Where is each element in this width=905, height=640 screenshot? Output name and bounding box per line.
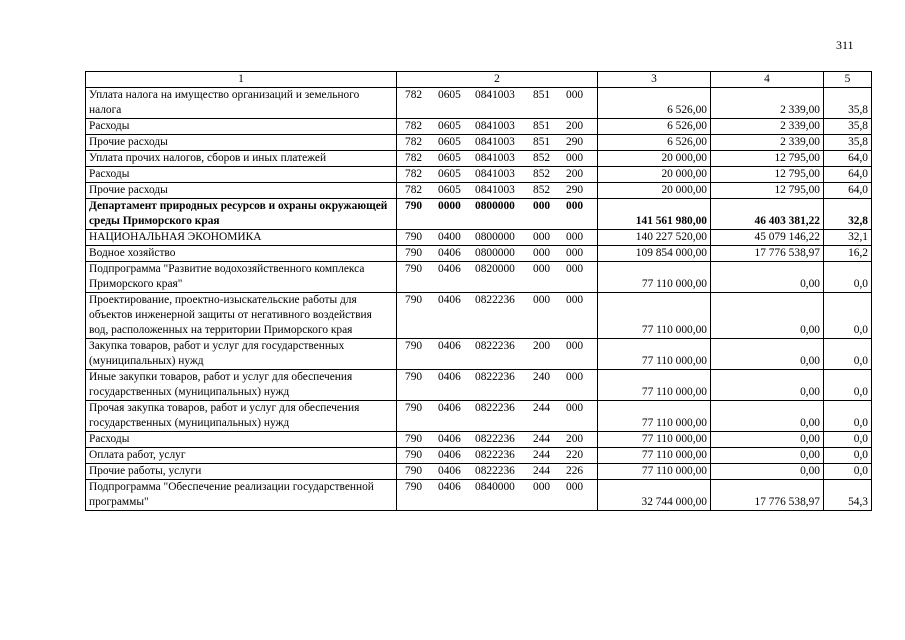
budget-code: 000: [566, 231, 584, 243]
budget-code: 851: [533, 120, 551, 132]
budget-code: 0406: [438, 481, 461, 493]
budget-code: 200: [566, 120, 584, 132]
table-row: [86, 464, 872, 480]
percent-value: 32,1: [824, 230, 872, 246]
percent-value: 35,8: [824, 88, 872, 119]
row-codes: [397, 401, 598, 432]
budget-code: 000: [566, 371, 584, 383]
plan-amount: 77 110 000,00: [598, 262, 711, 293]
budget-code: 0406: [438, 433, 461, 445]
budget-code: 000: [533, 481, 551, 493]
column-header-1: 1: [86, 72, 397, 88]
budget-code: 000: [533, 200, 551, 212]
budget-code: 244: [533, 402, 551, 414]
budget-code: 0822236: [475, 402, 515, 414]
budget-code: 782: [405, 152, 423, 164]
column-header-4: 4: [711, 72, 824, 88]
plan-amount: 20 000,00: [598, 167, 711, 183]
plan-amount: 140 227 520,00: [598, 230, 711, 246]
row-codes: [397, 293, 598, 339]
row-description: Закупка товаров, работ и услуг для государственных (муниципальных) нужд: [86, 339, 397, 370]
percent-value: 35,8: [824, 135, 872, 151]
table-row: [86, 230, 872, 246]
plan-amount: 77 110 000,00: [598, 432, 711, 448]
row-codes: [397, 448, 598, 464]
fact-amount: 0,00: [711, 401, 824, 432]
budget-code: 000: [566, 402, 584, 414]
table-row: [86, 480, 872, 511]
budget-code: 0400: [438, 231, 461, 243]
row-codes: [397, 135, 598, 151]
percent-value: 0,0: [824, 339, 872, 370]
budget-code: 0605: [438, 168, 461, 180]
budget-code: 0822236: [475, 294, 515, 306]
budget-code: 790: [405, 449, 423, 461]
budget-code: 000: [533, 294, 551, 306]
percent-value: 64,0: [824, 167, 872, 183]
row-description: Уплата прочих налогов, сборов и иных платежей: [86, 151, 397, 167]
budget-code: 0800000: [475, 247, 515, 259]
budget-code: 790: [405, 433, 423, 445]
percent-value: 64,0: [824, 151, 872, 167]
table-row: [86, 370, 872, 401]
table-header-row: [86, 72, 872, 88]
budget-code: 0406: [438, 449, 461, 461]
budget-code: 790: [405, 294, 423, 306]
plan-amount: 6 526,00: [598, 135, 711, 151]
row-codes: [397, 262, 598, 293]
row-description: Расходы: [86, 119, 397, 135]
row-codes: [397, 464, 598, 480]
row-codes: [397, 230, 598, 246]
budget-code: 000: [533, 231, 551, 243]
budget-code: 000: [566, 200, 584, 212]
row-description: Прочие работы, услуги: [86, 464, 397, 480]
row-description: Оплата работ, услуг: [86, 448, 397, 464]
budget-code: 790: [405, 340, 423, 352]
percent-value: 64,0: [824, 183, 872, 199]
fact-amount: 0,00: [711, 370, 824, 401]
budget-code: 0841003: [475, 89, 515, 101]
column-header-2: 2: [397, 72, 598, 88]
plan-amount: 77 110 000,00: [598, 293, 711, 339]
row-codes: [397, 370, 598, 401]
row-codes: [397, 246, 598, 262]
percent-value: 0,0: [824, 293, 872, 339]
table-row: [86, 246, 872, 262]
percent-value: 16,2: [824, 246, 872, 262]
budget-code: 790: [405, 402, 423, 414]
plan-amount: 6 526,00: [598, 88, 711, 119]
row-codes: [397, 480, 598, 511]
table-row: [86, 167, 872, 183]
budget-code: 0822236: [475, 340, 515, 352]
table-row: [86, 262, 872, 293]
budget-code: 790: [405, 465, 423, 477]
percent-value: 0,0: [824, 464, 872, 480]
row-description: Прочие расходы: [86, 183, 397, 199]
budget-code: 0406: [438, 294, 461, 306]
table-row: [86, 339, 872, 370]
budget-code: 000: [566, 247, 584, 259]
budget-code: 852: [533, 184, 551, 196]
fact-amount: 0,00: [711, 293, 824, 339]
budget-code: 000: [566, 294, 584, 306]
plan-amount: 77 110 000,00: [598, 464, 711, 480]
table-row: [86, 199, 872, 230]
budget-code: 0406: [438, 465, 461, 477]
percent-value: 35,8: [824, 119, 872, 135]
percent-value: 0,0: [824, 370, 872, 401]
budget-code: 200: [566, 433, 584, 445]
budget-code: 0800000: [475, 200, 515, 212]
budget-code: 790: [405, 481, 423, 493]
fact-amount: 17 776 538,97: [711, 480, 824, 511]
budget-code: 226: [566, 465, 584, 477]
budget-code: 0605: [438, 120, 461, 132]
budget-code: 0841003: [475, 136, 515, 148]
row-description: Подпрограмма "Обеспечение реализации государственной программы": [86, 480, 397, 511]
fact-amount: 46 403 381,22: [711, 199, 824, 230]
fact-amount: 12 795,00: [711, 167, 824, 183]
budget-code: 852: [533, 152, 551, 164]
row-codes: [397, 88, 598, 119]
budget-code: 852: [533, 168, 551, 180]
row-description: Прочая закупка товаров, работ и услуг для обеспечения государственных (муниципальных) нужд: [86, 401, 397, 432]
fact-amount: 0,00: [711, 262, 824, 293]
plan-amount: 109 854 000,00: [598, 246, 711, 262]
budget-code: 851: [533, 89, 551, 101]
plan-amount: 77 110 000,00: [598, 448, 711, 464]
row-description: Водное хозяйство: [86, 246, 397, 262]
row-description: Иные закупки товаров, работ и услуг для обеспечения государственных (муниципальных) нужд: [86, 370, 397, 401]
fact-amount: 0,00: [711, 448, 824, 464]
table-row: [86, 448, 872, 464]
plan-amount: 6 526,00: [598, 119, 711, 135]
row-codes: [397, 339, 598, 370]
budget-code: 0605: [438, 136, 461, 148]
fact-amount: 2 339,00: [711, 135, 824, 151]
plan-amount: 77 110 000,00: [598, 339, 711, 370]
budget-code: 290: [566, 136, 584, 148]
budget-code: 000: [533, 247, 551, 259]
table-row: [86, 432, 872, 448]
budget-code: 290: [566, 184, 584, 196]
fact-amount: 45 079 146,22: [711, 230, 824, 246]
budget-code: 0406: [438, 263, 461, 275]
percent-value: 0,0: [824, 448, 872, 464]
budget-code: 782: [405, 168, 423, 180]
fact-amount: 17 776 538,97: [711, 246, 824, 262]
table-row: [86, 88, 872, 119]
budget-code: 0800000: [475, 231, 515, 243]
budget-code: 000: [566, 89, 584, 101]
percent-value: 0,0: [824, 262, 872, 293]
budget-code: 000: [566, 152, 584, 164]
budget-code: 200: [533, 340, 551, 352]
row-description: Проектирование, проектно-изыскательские работы для объектов инженерной защиты от негативного воздействия вод, расположенных на территории Приморского края: [86, 293, 397, 339]
row-description: Подпрограмма "Развитие водохозяйственного комплекса Приморского края": [86, 262, 397, 293]
row-codes: [397, 183, 598, 199]
budget-code: 244: [533, 465, 551, 477]
budget-code: 000: [566, 481, 584, 493]
percent-value: 54,3: [824, 480, 872, 511]
budget-code: 0406: [438, 402, 461, 414]
budget-code: 0822236: [475, 449, 515, 461]
fact-amount: 0,00: [711, 464, 824, 480]
row-codes: [397, 119, 598, 135]
budget-code: 790: [405, 247, 423, 259]
budget-code: 240: [533, 371, 551, 383]
budget-code: 200: [566, 168, 584, 180]
fact-amount: 12 795,00: [711, 183, 824, 199]
plan-amount: 32 744 000,00: [598, 480, 711, 511]
plan-amount: 77 110 000,00: [598, 401, 711, 432]
table-row: [86, 151, 872, 167]
column-header-5: 5: [824, 72, 872, 88]
budget-code: 790: [405, 263, 423, 275]
plan-amount: 20 000,00: [598, 151, 711, 167]
row-description: Прочие расходы: [86, 135, 397, 151]
row-codes: [397, 151, 598, 167]
fact-amount: 0,00: [711, 432, 824, 448]
table-row: [86, 293, 872, 339]
row-description: НАЦИОНАЛЬНАЯ ЭКОНОМИКА: [86, 230, 397, 246]
budget-code: 782: [405, 89, 423, 101]
column-header-3: 3: [598, 72, 711, 88]
plan-amount: 141 561 980,00: [598, 199, 711, 230]
row-codes: [397, 167, 598, 183]
budget-code: 244: [533, 433, 551, 445]
table-row: [86, 135, 872, 151]
budget-code: 0406: [438, 247, 461, 259]
percent-value: 32,8: [824, 199, 872, 230]
budget-code: 790: [405, 371, 423, 383]
budget-code: 0841003: [475, 120, 515, 132]
fact-amount: 2 339,00: [711, 119, 824, 135]
budget-code: 0820000: [475, 263, 515, 275]
budget-code: 0605: [438, 89, 461, 101]
row-description: Расходы: [86, 167, 397, 183]
plan-amount: 77 110 000,00: [598, 370, 711, 401]
row-description: Уплата налога на имущество организаций и земельного налога: [86, 88, 397, 119]
budget-code: 0605: [438, 152, 461, 164]
budget-code: 790: [405, 231, 423, 243]
budget-code: 851: [533, 136, 551, 148]
fact-amount: 2 339,00: [711, 88, 824, 119]
budget-code: 0406: [438, 371, 461, 383]
row-codes: [397, 199, 598, 230]
table-row: [86, 401, 872, 432]
percent-value: 0,0: [824, 432, 872, 448]
row-description: Департамент природных ресурсов и охраны окружающей среды Приморского края: [86, 199, 397, 230]
budget-code: 0822236: [475, 465, 515, 477]
budget-code: 0841003: [475, 168, 515, 180]
table-row: [86, 119, 872, 135]
budget-code: 000: [566, 263, 584, 275]
plan-amount: 20 000,00: [598, 183, 711, 199]
page-number: 311: [836, 38, 854, 52]
budget-code: 000: [533, 263, 551, 275]
budget-code: 0000: [438, 200, 461, 212]
budget-code: 0841003: [475, 184, 515, 196]
fact-amount: 0,00: [711, 339, 824, 370]
budget-code: 0605: [438, 184, 461, 196]
budget-code: 0841003: [475, 152, 515, 164]
budget-code: 000: [566, 340, 584, 352]
fact-amount: 12 795,00: [711, 151, 824, 167]
row-codes: [397, 432, 598, 448]
percent-value: 0,0: [824, 401, 872, 432]
budget-table: [85, 71, 872, 511]
budget-code: 0840000: [475, 481, 515, 493]
budget-code: 790: [405, 200, 423, 212]
budget-code: 0822236: [475, 433, 515, 445]
budget-code: 782: [405, 120, 423, 132]
budget-code: 782: [405, 184, 423, 196]
budget-code: 782: [405, 136, 423, 148]
budget-code: 0822236: [475, 371, 515, 383]
budget-code: 244: [533, 449, 551, 461]
budget-code: 220: [566, 449, 584, 461]
row-description: Расходы: [86, 432, 397, 448]
budget-code: 0406: [438, 340, 461, 352]
table-row: [86, 183, 872, 199]
